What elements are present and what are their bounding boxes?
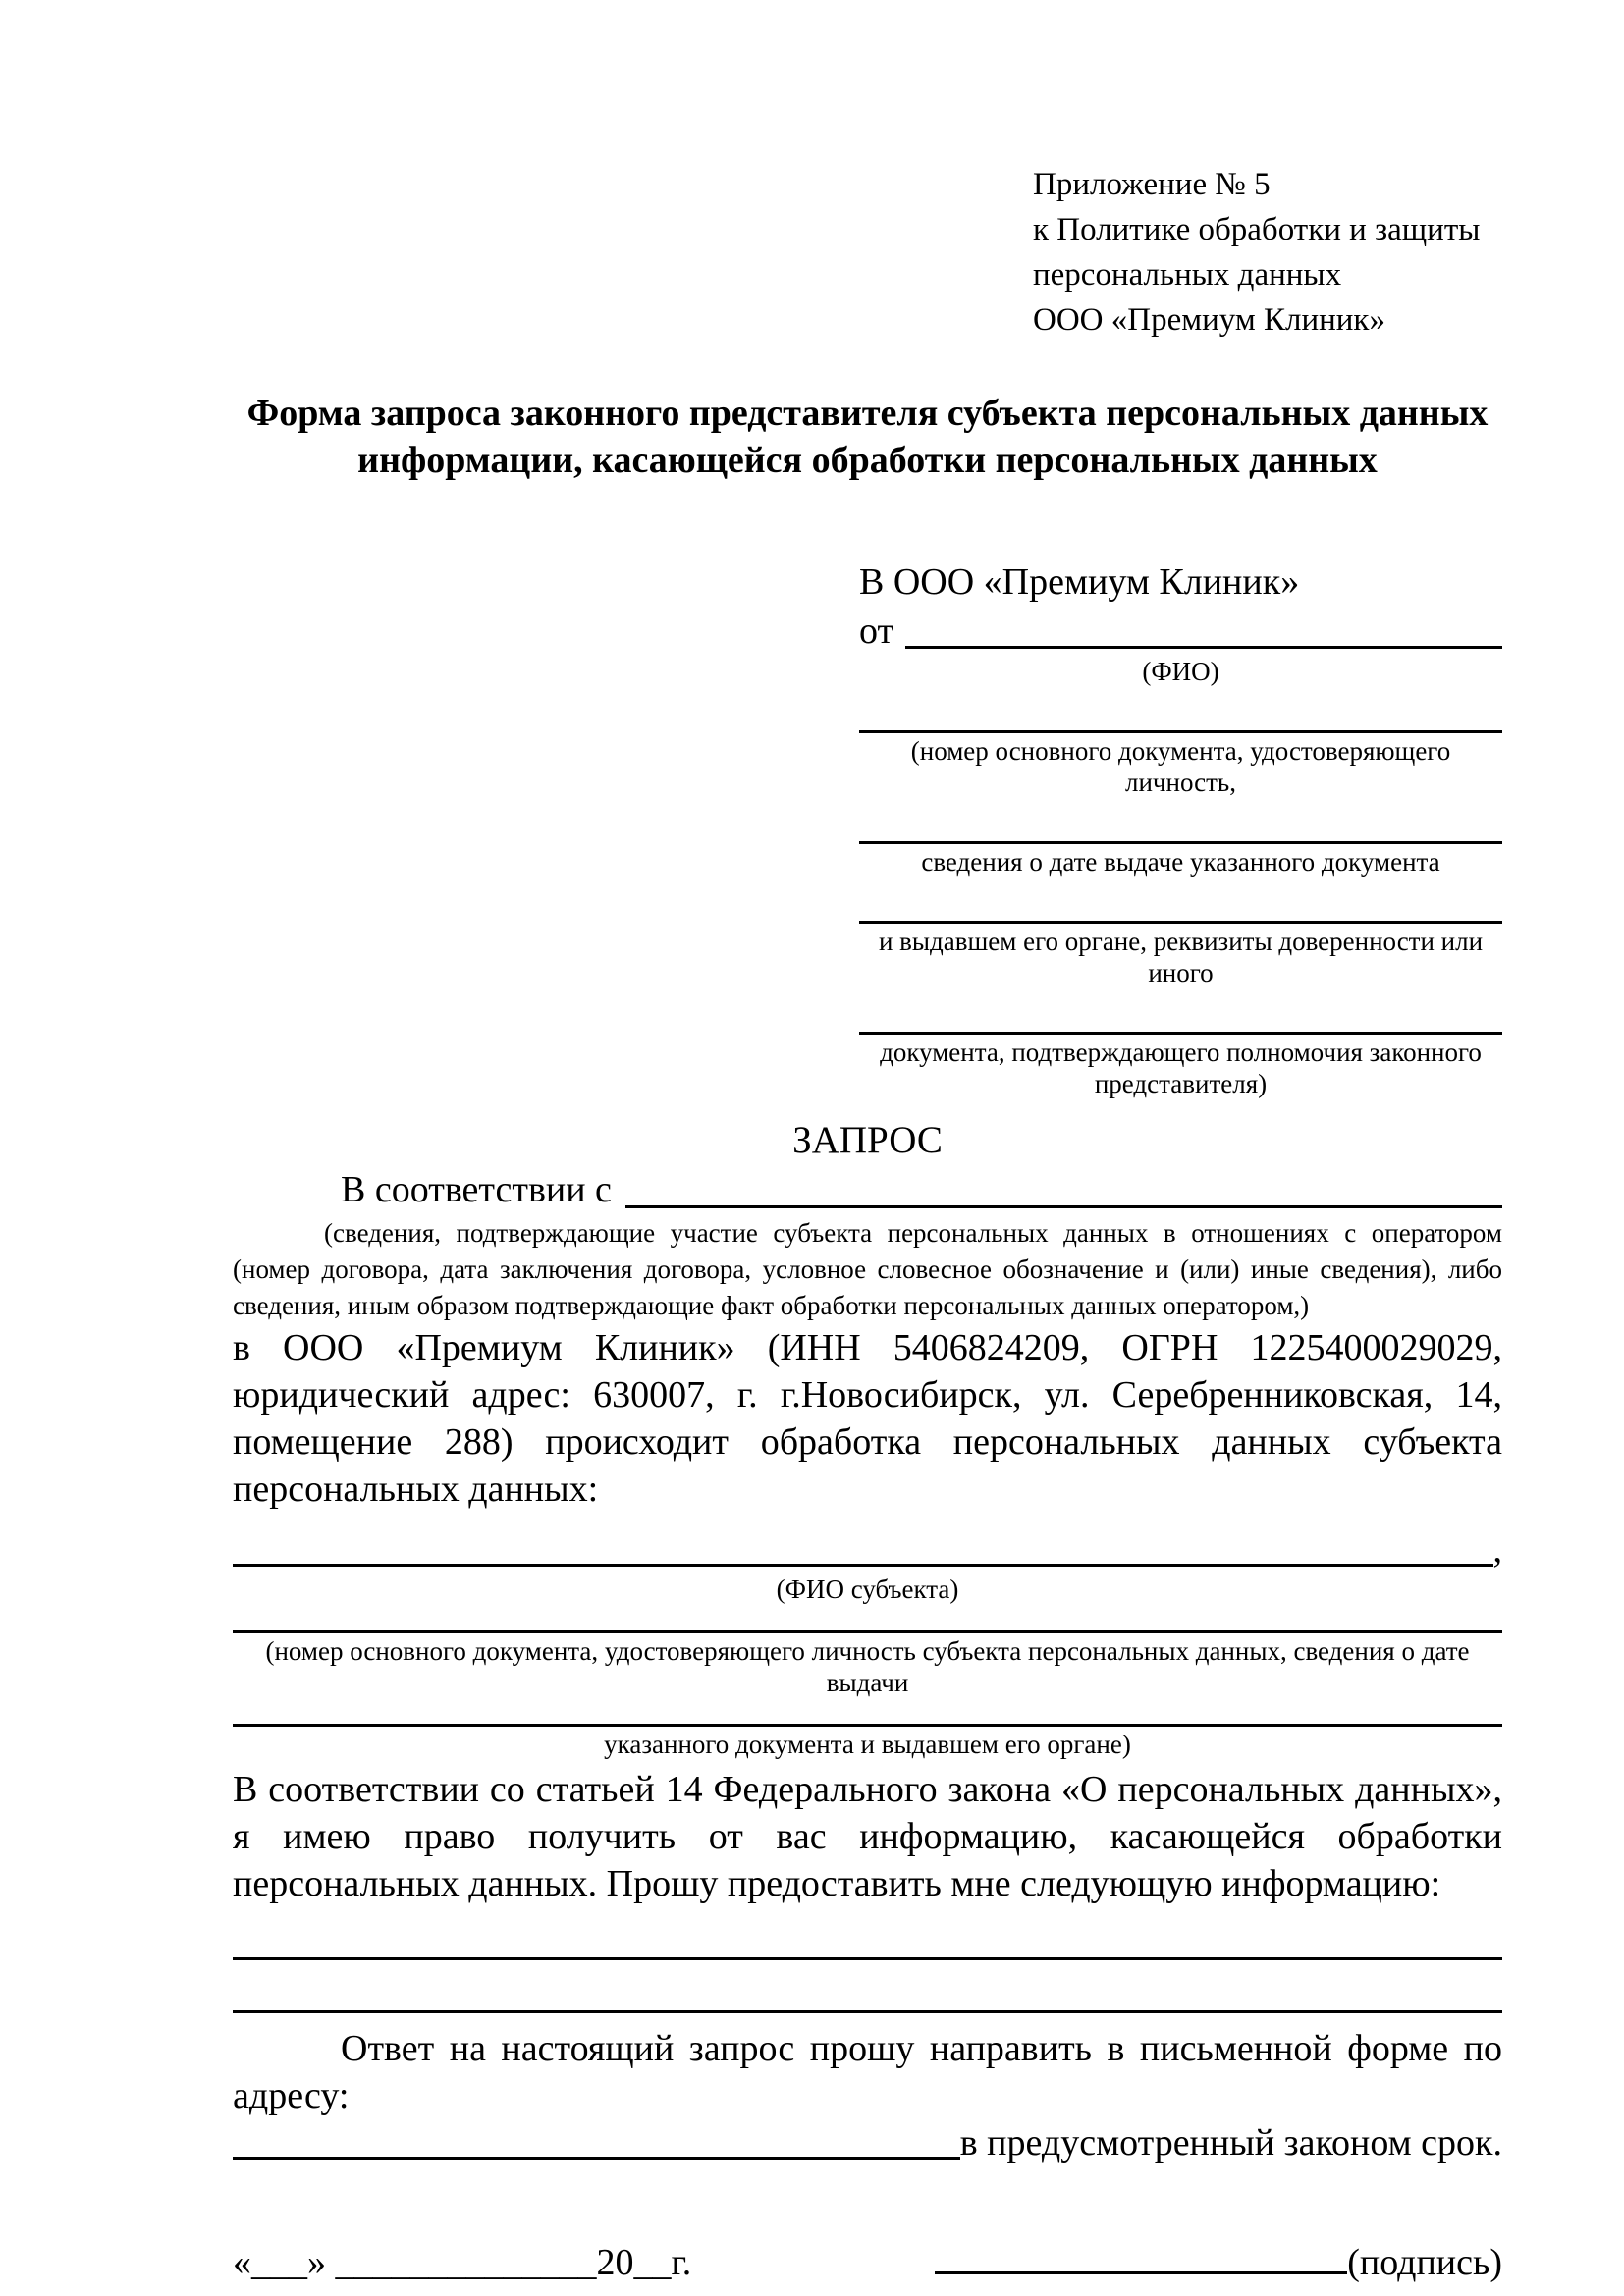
addressee-organization: В ООО «Премиум Клиник» (859, 561, 1300, 603)
subject-fio-comma: , (1492, 1529, 1502, 1571)
date-blank[interactable]: «___» ______________20__г. (233, 2242, 692, 2283)
subject-fio-fill-in-line[interactable] (233, 1526, 1493, 1567)
appendix-line-4: ООО «Премиум Клиник» (1033, 302, 1385, 338)
intro-caption: (сведения, подтверждающие участие субъекта персональных данных в отношениях с оператором (номер договора, дата заключения договора, условное словесное обозначение и (или) иные сведения), либо сведения, иным образом подтверждающие факт обработки персональных данных оператором,) (233, 1218, 1502, 1320)
fill-in-caption: и выдавшем его органе, реквизиты доверенности или иного (878, 927, 1484, 988)
information-fill-in-line-2[interactable] (233, 1960, 1502, 2013)
appendix-block (1033, 162, 1502, 343)
appendix-line-2: к Политике обработки и защиты (1033, 212, 1481, 247)
fill-in-row-issuing-authority[interactable] (859, 921, 1502, 988)
document-title-line-1: Форма запроса законного представителя субъекта персональных данных (246, 393, 1489, 434)
addressee-block (859, 558, 1502, 1099)
fill-in-caption: документа, подтверждающего полномочия законного представителя) (880, 1038, 1482, 1098)
law-paragraph: В соответствии со статьей 14 Федерального закона «О персональных данных», я имею право получить от вас информацию, касающейся обработки персональных данных. Прошу предоставить мне следующую информацию: (233, 1769, 1502, 1904)
fill-in-row-document-number[interactable] (859, 730, 1502, 798)
fill-in-caption: (номер основного документа, удостоверяющего личность, (910, 736, 1451, 797)
subject-fio-caption: (ФИО субъекта) (776, 1575, 959, 1604)
operator-paragraph: в ООО «Премиум Клиник» (ИНН 5406824209, ОГРН 1225400029029, юридический адрес: 630007, г. г.Новосибирск, ул. Серебренниковская, 14, помещение 288) происходит обработка персональных данных субъекта персональных данных: (233, 1327, 1502, 1510)
reply-paragraph: Ответ на настоящий запрос прошу направить в письменной форме по адресу: (233, 2028, 1502, 2116)
intro-prefix: В соответствии с (341, 1169, 612, 1210)
fill-in-row-issue-date[interactable] (859, 841, 1502, 878)
fill-in-caption: сведения о дате выдаче указанного документа (921, 847, 1440, 877)
reply-suffix: в предусмотренный законом срок. (959, 2122, 1502, 2163)
information-fill-in-line-1[interactable] (233, 1907, 1502, 1960)
from-label: от (859, 611, 894, 652)
signature-block (935, 2237, 1502, 2287)
subject-doc-fill-in-line-1[interactable] (233, 1630, 1502, 1633)
intro-fill-in-line[interactable] (625, 1164, 1502, 1208)
reply-address-row (233, 2119, 1502, 2166)
from-fill-in-line[interactable] (905, 607, 1502, 649)
footer-row (233, 2237, 1502, 2287)
signature-caption: (подпись) (1347, 2242, 1502, 2283)
signature-line[interactable] (935, 2237, 1347, 2274)
subject-fio-row (233, 1526, 1502, 1574)
appendix-line-3: персональных данных (1033, 257, 1342, 293)
subject-doc-caption-2: указанного документа и выдавшем его органе) (604, 1730, 1131, 1759)
intro-row (233, 1164, 1502, 1215)
document-title-line-2: информации, касающейся обработки персональных данных (357, 440, 1378, 481)
document-title (233, 390, 1502, 484)
appendix-line-1: Приложение № 5 (1033, 167, 1271, 202)
subject-doc-fill-in-line-2[interactable] (233, 1724, 1502, 1727)
subject-doc-caption-1: (номер основного документа, удостоверяющего личность субъекта персональных данных, сведения о дате выдачи (265, 1636, 1470, 1697)
request-heading: ЗАПРОС (792, 1119, 943, 1161)
fio-caption: (ФИО) (1142, 657, 1219, 686)
fill-in-row-power-of-attorney[interactable] (859, 1032, 1502, 1099)
addressee-from-row (859, 607, 1502, 656)
reply-address-fill-in-line[interactable] (233, 2119, 960, 2160)
